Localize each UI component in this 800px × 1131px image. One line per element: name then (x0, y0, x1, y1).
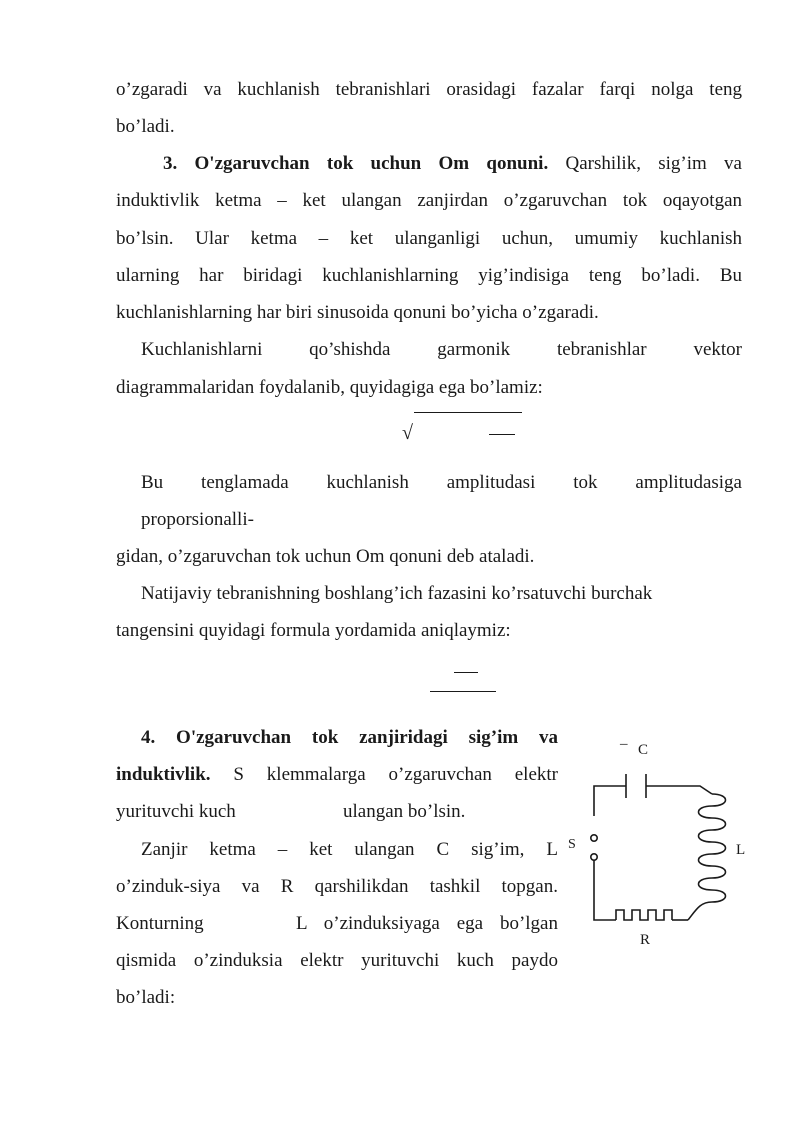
wire-top-right (646, 786, 712, 794)
text-line (343, 800, 558, 824)
text-line: qismida o’zinduksia elektr yurituvchi kuch paydo (116, 950, 558, 971)
text-line: proporsionalli- (141, 509, 254, 530)
text-span: S klemmalarga o’zgaruvchan elektr (210, 764, 558, 785)
terminal-top (591, 835, 597, 841)
resistor (616, 910, 672, 920)
label-r: R (640, 932, 651, 948)
text-line: ularning har biridagi kuchlanishlarning yig’indisiga teng bo’ladi. Bu (116, 265, 742, 286)
text-line: bo’ladi: (116, 987, 176, 1008)
text-line: induktivlik ketma – ket ulangan zanjirdan o’zgaruvchan tok oqayotgan (116, 190, 742, 211)
label-minus: – (620, 736, 628, 752)
text-line: diagrammalaridan foydalanib, quyidagiga ega bo’lamiz: (116, 377, 543, 398)
label-c: C (638, 742, 649, 758)
text-line: tangensini quyidagi formula yordamida aniqlaymiz: (116, 620, 511, 641)
text-line: kuchlanishlarning har biri sinusoida qonuni bo’yicha o’zgaradi. (116, 302, 599, 323)
section-3-heading: 3. O'zgaruvchan tok uchun Om qonuni. (163, 153, 549, 174)
label-s: S (568, 837, 576, 852)
section-4-heading: 4. O'zgaruvchan tok zanjiridagi sig’im va (141, 727, 558, 748)
section-4-heading-cont: induktivlik. (116, 764, 211, 785)
terminal-bottom (591, 854, 597, 860)
text-line: Zanjir ketma – ket ulangan C sig’im, L (141, 839, 558, 860)
text-line: o’zgaradi va kuchlanish tebranishlari orasidagi fazalar farqi nolga teng (116, 79, 742, 100)
circuit-diagram (560, 730, 760, 960)
section-4-line (116, 763, 558, 787)
wire-bottom-left (594, 860, 616, 920)
inductor-coil (688, 794, 726, 920)
section-4-heading-line (141, 726, 558, 750)
text-line: Natijaviy tebranishning boshlang’ich fazasini ko’rsatuvchi burchak (141, 583, 653, 604)
text-span: ulangan bo’lsin. (343, 801, 466, 822)
text-line: Kuchlanishlarni qo’shishda garmonik tebranishlar vektor (141, 339, 742, 360)
text-line: Bu tenglamada kuchlanish amplitudasi tok amplitudasiga (141, 472, 742, 493)
fraction-bar-small (454, 672, 478, 673)
fraction-bar (489, 434, 515, 435)
label-l: L (736, 842, 746, 858)
text-span: yurituvchi kuch (116, 801, 236, 822)
wire-top-left (594, 786, 626, 816)
text-line: o’zinduk-siya va R qarshilikdan tashkil topgan. (116, 876, 558, 897)
text-line: bo’lsin. Ular ketma – ket ulanganligi uchun, umumiy kuchlanish (116, 228, 742, 249)
text-line: bo’ladi. (116, 116, 175, 137)
text-line: gidan, o’zgaruvchan tok uchun Om qonuni deb ataladi. (116, 546, 535, 567)
fraction-bar-main (430, 691, 496, 692)
text-line: L o’zinduksiyaga ega bo’lgan (296, 913, 558, 934)
text-span: Qarshilik, sig’im va (548, 153, 742, 174)
sqrt-symbol: √ (402, 422, 413, 444)
text-span: Konturning (116, 913, 204, 934)
section-3-first-line (163, 152, 742, 176)
sqrt-vinculum (414, 412, 522, 413)
